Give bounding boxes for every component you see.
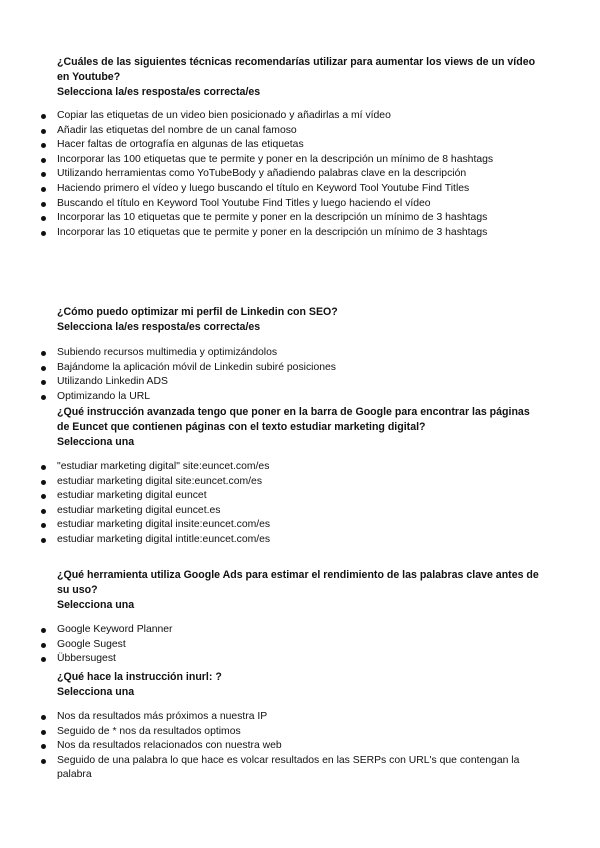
bullet-icon <box>41 523 46 528</box>
question-4 <box>57 568 543 667</box>
bullet-icon <box>41 480 46 485</box>
bullet-icon <box>41 643 46 648</box>
question-3-options <box>57 460 543 548</box>
option-item: "estudiar marketing digital" site:euncet.com/es <box>57 460 543 475</box>
question-5-title: ¿Qué hace la instrucción inurl: ? <box>57 671 222 683</box>
bullet-icon <box>41 187 46 192</box>
option-item: estudiar marketing digital euncet <box>57 489 543 504</box>
bullet-icon <box>41 465 46 470</box>
bullet-icon <box>41 143 46 148</box>
bullet-icon <box>41 744 46 749</box>
bullet-icon <box>41 216 46 221</box>
bullet-icon <box>41 380 46 385</box>
bullet-icon <box>41 509 46 514</box>
question-5 <box>57 670 543 783</box>
question-2-options <box>57 346 543 404</box>
bullet-icon <box>41 202 46 207</box>
option-item: Hacer faltas de ortografía en algunas de las etiquetas <box>57 138 543 153</box>
option-item: Seguido de una palabra lo que hace es volcar resultados en las SERPs con URL's que contengan la palabra <box>57 754 543 783</box>
option-item: Google Sugest <box>57 638 543 653</box>
option-item: Bajándome la aplicación móvil de Linkedin subiré posiciones <box>57 361 543 376</box>
question-3-instruction: Selecciona una <box>57 436 135 448</box>
bullet-icon <box>41 129 46 134</box>
option-item: Buscando el título en Keyword Tool Youtube Find Titles y luego haciendo el vídeo <box>57 197 543 212</box>
bullet-icon <box>41 366 46 371</box>
option-item: Incorporar las 10 etiquetas que te permite y poner en la descripción un mínimo de 3 hashtags <box>57 226 543 241</box>
question-1-title: ¿Cuáles de las siguientes técnicas recomendarías utilizar para aumentar los views de un vídeo en Youtube? <box>57 56 536 83</box>
option-item: Übbersugest <box>57 652 543 667</box>
bullet-icon <box>41 231 46 236</box>
bullet-icon <box>41 158 46 163</box>
question-1 <box>57 55 543 240</box>
option-item: Haciendo primero el vídeo y luego buscando el título en Keyword Tool Youtube Find Titles <box>57 182 543 197</box>
question-2 <box>57 305 543 404</box>
option-item: estudiar marketing digital site:euncet.com/es <box>57 475 543 490</box>
bullet-icon <box>41 494 46 499</box>
bullet-icon <box>41 395 46 400</box>
question-4-instruction: Selecciona una <box>57 599 135 611</box>
bullet-icon <box>41 351 46 356</box>
bullet-icon <box>41 759 46 764</box>
question-2-title: ¿Cómo puedo optimizar mi perfil de Linkedin con SEO? <box>57 306 338 318</box>
bullet-icon <box>41 114 46 119</box>
option-item: Seguido de * nos da resultados optimos <box>57 725 543 740</box>
option-item: Utilizando Linkedin ADS <box>57 375 543 390</box>
option-item: Incorporar las 100 etiquetas que te permite y poner en la descripción un mínimo de 8 hashtags <box>57 153 543 168</box>
option-item: Google Keyword Planner <box>57 623 543 638</box>
option-item: Optimizando la URL <box>57 390 543 405</box>
question-1-options <box>57 109 543 240</box>
option-item: Copiar las etiquetas de un video bien posicionado y añadirlas a mí vídeo <box>57 109 543 124</box>
question-3 <box>57 405 543 548</box>
option-item: Nos da resultados relacionados con nuestra web <box>57 739 543 754</box>
bullet-icon <box>41 715 46 720</box>
bullet-icon <box>41 628 46 633</box>
bullet-icon <box>41 730 46 735</box>
option-item: Subiendo recursos multimedia y optimizándolos <box>57 346 543 361</box>
option-item: Utilizando herramientas como YoTubeBody y añadiendo palabras clave en la descripción <box>57 167 543 182</box>
option-item: Incorporar las 10 etiquetas que te permite y poner en la descripción un mínimo de 3 hashtags <box>57 211 543 226</box>
bullet-icon <box>41 172 46 177</box>
option-item: estudiar marketing digital intitle:euncet.com/es <box>57 533 543 548</box>
option-item: Nos da resultados más próximos a nuestra IP <box>57 710 543 725</box>
option-item: estudiar marketing digital euncet.es <box>57 504 543 519</box>
question-3-title: ¿Qué instrucción avanzada tengo que poner en la barra de Google para encontrar las páginas de Euncet que contienen páginas con el texto estudiar marketing digital? <box>57 406 530 433</box>
question-4-options <box>57 623 543 667</box>
question-5-options <box>57 710 543 783</box>
question-1-instruction: Selecciona la/es resposta/es correcta/es <box>57 86 261 98</box>
bullet-icon <box>41 538 46 543</box>
option-item: Añadir las etiquetas del nombre de un canal famoso <box>57 124 543 139</box>
question-5-instruction: Selecciona una <box>57 686 135 698</box>
bullet-icon <box>41 657 46 662</box>
question-2-instruction: Selecciona la/es resposta/es correcta/es <box>57 321 261 333</box>
option-item: estudiar marketing digital insite:euncet.com/es <box>57 518 543 533</box>
question-4-title: ¿Qué herramienta utiliza Google Ads para estimar el rendimiento de las palabras clave antes de su uso? <box>57 569 539 596</box>
